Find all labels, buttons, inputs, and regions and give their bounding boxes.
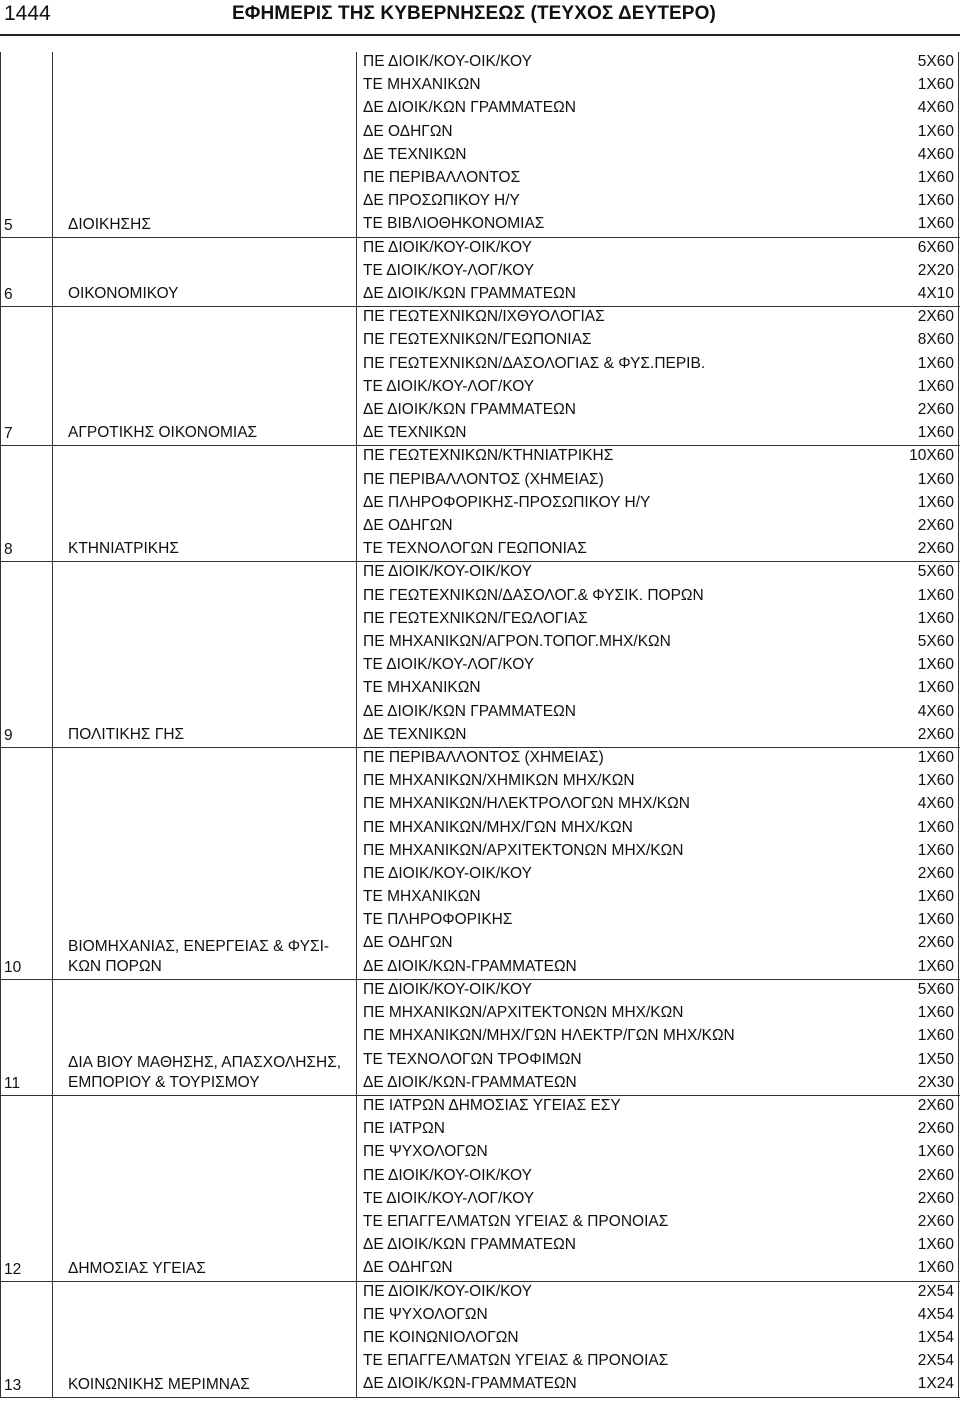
table-row [0,145,960,168]
department-number: 12 [4,1260,22,1278]
position-rows [0,1096,960,1282]
specialty-label: ΔΕ ΠΡΟΣΩΠΙΚΟΥ Η/Υ [363,192,520,210]
specialty-label: ΠΕ ΔΙΟΙΚ/ΚΟΥ-ΟΙΚ/ΚΟΥ [363,864,532,882]
specialty-label: ΔΕ ΠΛΗΡΟΦΟΡΙΚΗΣ-ΠΡΟΣΩΠΙΚΟΥ Η/Υ [363,493,651,511]
table-row [0,1328,960,1351]
table-row [0,168,960,191]
position-count: 1Χ60 [917,424,954,442]
department-name: ΚΟΙΝΩΝΙΚΗΣ ΜΕΡΙΜΝΑΣ [68,1375,250,1393]
position-count: 5Χ60 [917,53,954,70]
specialty-label: ΠΕ ΜΗΧΑΝΙΚΩΝ/ΑΓΡΟΝ.ΤΟΠΟΓ.ΜΗΧ/ΚΩΝ [363,632,671,650]
position-count: 4Χ60 [917,99,954,117]
position-count: 5Χ60 [917,980,954,998]
specialty-label: ΤΕ ΔΙΟΙΚ/ΚΟΥ-ΛΟΓ/ΚΟΥ [363,377,535,395]
specialty-label: ΠΕ ΨΥΧΟΛΟΓΩΝ [363,1143,488,1161]
specialty-label: ΠΕ ΔΙΟΙΚ/ΚΟΥ-ΟΙΚ/ΚΟΥ [363,238,532,256]
specialty-label: ΠΕ ΔΙΟΙΚ/ΚΟΥ-ΟΙΚ/ΚΟΥ [363,1282,532,1300]
specialty-label: ΔΕ ΔΙΟΙΚ/ΚΩΝ ΓΡΑΜΜΑΤΕΩΝ [363,1236,576,1254]
department-number: 13 [4,1376,22,1394]
table-row [0,52,960,75]
table-row [0,423,960,446]
specialty-label: ΠΕ ΜΗΧΑΝΙΚΩΝ/ΑΡΧΙΤΕΚΤΟΝΩΝ ΜΗΧ/ΚΩΝ [363,841,684,859]
position-count: 2Χ60 [917,864,954,882]
page-header [0,0,960,34]
table-row [0,957,960,980]
table-row [0,470,960,493]
specialty-label: ΔΕ ΤΕΧΝΙΚΩΝ [363,145,467,163]
table-row [0,1073,960,1096]
position-count: 2Χ60 [917,516,954,534]
table-row [0,1050,960,1073]
department-number: 7 [4,425,13,443]
table-row [0,122,960,145]
position-count: 2Χ54 [917,1352,954,1370]
specialty-label: ΠΕ ΓΕΩΤΕΧΝΙΚΩΝ/ΔΑΣΟΛΟΓΙΑΣ & ΦΥΣ.ΠΕΡΙΒ. [363,354,706,372]
specialty-label: ΠΕ ΙΑΤΡΩΝ [363,1120,445,1138]
position-count: 1Χ60 [917,1259,954,1277]
specialty-label: ΔΕ ΔΙΟΙΚ/ΚΩΝ ΓΡΑΜΜΑΤΕΩΝ [363,702,576,720]
specialty-label: ΔΕ ΔΙΟΙΚ/ΚΩΝ-ΓΡΑΜΜΑΤΕΩΝ [363,957,577,975]
specialty-label: ΔΕ ΔΙΟΙΚ/ΚΩΝ-ΓΡΑΜΜΑΤΕΩΝ [363,1375,577,1393]
specialty-label: ΤΕ ΕΠΑΓΓΕΛΜΑΤΩΝ ΥΓΕΙΑΣ & ΠΡΟΝΟΙΑΣ [363,1352,669,1370]
position-count: 1Χ60 [917,122,954,140]
table-row [0,307,960,330]
position-count: 1Χ60 [917,818,954,836]
table-row [0,98,960,121]
specialty-label: ΤΕ ΒΙΒΛΙΟΘΗΚΟΝΟΜΙΑΣ [363,215,545,233]
specialty-label: ΠΕ ΠΕΡΙΒΑΛΛΟΝΤΟΣ (ΧΗΜΕΙΑΣ) [363,470,604,488]
position-count: 2Χ20 [917,261,954,279]
position-rows [0,238,960,308]
position-rows [0,562,960,748]
specialty-label: ΤΕ ΠΛΗΡΟΦΟΡΙΚΗΣ [363,911,513,929]
table-row [0,75,960,98]
specialty-label: ΔΕ ΔΙΟΙΚ/ΚΩΝ ΓΡΑΜΜΑΤΕΩΝ [363,284,576,302]
department-group [0,238,960,308]
specialty-label: ΠΕ ΔΙΟΙΚ/ΚΟΥ-ΟΙΚ/ΚΟΥ [363,563,532,581]
department-name: ΔΗΜΟΣΙΑΣ ΥΓΕΙΑΣ [68,1259,206,1277]
table-row [0,910,960,933]
department-group [0,52,960,238]
position-count: 2Χ60 [917,1120,954,1138]
department-name: ΚΤΗΝΙΑΤΡΙΚΗΣ [68,540,179,558]
table-row [0,1166,960,1189]
specialty-label: ΠΕ ΜΗΧΑΝΙΚΩΝ/ΑΡΧΙΤΕΚΤΟΝΩΝ ΜΗΧ/ΚΩΝ [363,1004,684,1022]
specialty-label: ΔΕ ΟΔΗΓΩΝ [363,122,453,140]
position-count: 2Χ60 [917,1212,954,1230]
position-count: 2Χ60 [917,400,954,418]
specialty-label: ΤΕ ΤΕΧΝΟΛΟΓΩΝ ΤΡΟΦΙΜΩΝ [363,1050,582,1068]
specialty-label: ΠΕ ΠΕΡΙΒΑΛΛΟΝΤΟΣ [363,168,521,186]
department-group [0,1282,960,1398]
position-count: 1Χ60 [917,354,954,372]
position-count: 4Χ10 [917,284,954,302]
specialty-label: ΠΕ ΔΙΟΙΚ/ΚΟΥ-ΟΙΚ/ΚΟΥ [363,980,532,998]
table-row [0,609,960,632]
specialty-label: ΠΕ ΔΙΟΙΚ/ΚΟΥ-ΟΙΚ/ΚΟΥ [363,53,532,70]
table-row [0,400,960,423]
specialty-label: ΠΕ ΓΕΩΤΕΧΝΙΚΩΝ/ΙΧΘΥΟΛΟΓΙΑΣ [363,308,605,326]
position-count: 1Χ60 [917,1004,954,1022]
department-number: 9 [4,726,13,744]
specialty-label: ΠΕ ΜΗΧΑΝΙΚΩΝ/ΗΛΕΚΤΡΟΛΟΓΩΝ ΜΗΧ/ΚΩΝ [363,795,690,813]
position-count: 1Χ60 [917,957,954,975]
table-row [0,1119,960,1142]
specialty-label: ΤΕ ΜΗΧΑΝΙΚΩΝ [363,76,481,94]
position-rows [0,980,960,1096]
table-row [0,1258,960,1281]
position-count: 1Χ50 [917,1050,954,1068]
position-count: 8Χ60 [917,331,954,349]
table-row [0,1026,960,1049]
department-group [0,446,960,562]
table-row [0,933,960,956]
position-count: 1Χ60 [917,1027,954,1045]
position-count: 4Χ54 [917,1305,954,1323]
table-row [0,214,960,237]
position-count: 2Χ60 [917,934,954,952]
position-count: 2Χ60 [917,1166,954,1184]
department-number: 6 [4,286,13,304]
specialty-label: ΤΕ ΜΗΧΑΝΙΚΩΝ [363,679,481,697]
position-count: 1Χ60 [917,493,954,511]
table-row [0,702,960,725]
department-number: 5 [4,216,13,234]
position-count: 4Χ60 [917,145,954,163]
specialty-label: ΠΕ ΚΟΙΝΩΝΙΟΛΟΓΩΝ [363,1328,519,1346]
department-group [0,307,960,446]
position-rows [0,748,960,980]
table-row [0,284,960,307]
position-count: 5Χ60 [917,563,954,581]
specialty-label: ΔΕ ΟΔΗΓΩΝ [363,516,453,534]
department-name: ΟΙΚΟΝΟΜΙΚΟΥ [68,285,179,303]
table-row [0,725,960,748]
specialty-label: ΔΕ ΤΕΧΝΙΚΩΝ [363,424,467,442]
table-row [0,1235,960,1258]
table-row [0,446,960,469]
specialty-label: ΠΕ ΜΗΧΑΝΙΚΩΝ/ΧΗΜΙΚΩΝ ΜΗΧ/ΚΩΝ [363,772,635,790]
position-count: 1Χ60 [917,1236,954,1254]
specialty-label: ΔΕ ΟΔΗΓΩΝ [363,934,453,952]
position-count: 1Χ60 [917,76,954,94]
table-row [0,238,960,261]
department-name: ΔΙΟΙΚΗΣΗΣ [68,215,151,233]
table-row [0,377,960,400]
position-count: 1Χ60 [917,911,954,929]
position-count: 1Χ60 [917,748,954,766]
department-group [0,748,960,980]
table-row [0,1003,960,1026]
position-count: 2Χ60 [917,1189,954,1207]
department-group [0,980,960,1096]
table-row [0,1142,960,1165]
department-number: 8 [4,541,13,559]
table-row [0,562,960,585]
position-count: 2Χ30 [917,1073,954,1091]
position-count: 1Χ60 [917,679,954,697]
position-count: 1Χ60 [917,377,954,395]
position-rows [0,307,960,446]
position-count: 2Χ54 [917,1282,954,1300]
table-row [0,493,960,516]
table-row [0,818,960,841]
table-row [0,864,960,887]
specialty-label: ΠΕ ΓΕΩΤΕΧΝΙΚΩΝ/ΓΕΩΛΟΓΙΑΣ [363,609,588,627]
position-count: 1Χ60 [917,215,954,233]
department-number: 10 [4,958,22,976]
position-count: 1Χ24 [917,1375,954,1393]
position-count: 1Χ54 [917,1328,954,1346]
specialty-label: ΔΕ ΤΕΧΝΙΚΩΝ [363,725,467,743]
department-number: 11 [4,1074,21,1092]
table-row [0,354,960,377]
position-count: 1Χ60 [917,888,954,906]
position-count: 1Χ60 [917,1143,954,1161]
specialty-label: ΤΕ ΔΙΟΙΚ/ΚΟΥ-ΛΟΓ/ΚΟΥ [363,1189,535,1207]
position-count: 1Χ60 [917,841,954,859]
specialty-label: ΔΕ ΔΙΟΙΚ/ΚΩΝ ΓΡΑΜΜΑΤΕΩΝ [363,99,576,117]
department-name: ΑΓΡΟΤΙΚΗΣ ΟΙΚΟΝΟΜΙΑΣ [68,424,258,442]
specialty-label: ΤΕ ΕΠΑΓΓΕΛΜΑΤΩΝ ΥΓΕΙΑΣ & ΠΡΟΝΟΙΑΣ [363,1212,669,1230]
table-row [0,632,960,655]
table-row [0,1212,960,1235]
specialty-label: ΠΕ ΨΥΧΟΛΟΓΩΝ [363,1305,488,1323]
specialty-label: ΠΕ ΠΕΡΙΒΑΛΛΟΝΤΟΣ (ΧΗΜΕΙΑΣ) [363,748,604,766]
position-count: 2Χ60 [917,725,954,743]
position-count: 1Χ60 [917,470,954,488]
position-rows [0,1282,960,1398]
table-row [0,841,960,864]
table-row [0,539,960,562]
table-row [0,330,960,353]
department-group [0,1096,960,1282]
department-name: ΠΟΛΙΤΙΚΗΣ ΓΗΣ [68,725,185,743]
table-row [0,794,960,817]
specialty-label: ΔΕ ΔΙΟΙΚ/ΚΩΝ-ΓΡΑΜΜΑΤΕΩΝ [363,1073,577,1091]
table-row [0,655,960,678]
specialty-label: ΠΕ ΓΕΩΤΕΧΝΙΚΩΝ/ΚΤΗΝΙΑΤΡΙΚΗΣ [363,447,614,465]
table-row [0,748,960,771]
specialty-label: ΠΕ ΔΙΟΙΚ/ΚΟΥ-ΟΙΚ/ΚΟΥ [363,1166,532,1184]
position-count: 1Χ60 [917,168,954,186]
table-row [0,1305,960,1328]
position-count: 1Χ60 [917,609,954,627]
table-row [0,980,960,1003]
department-group [0,562,960,748]
table-row [0,516,960,539]
department-name: ΒΙΟΜΗΧΑΝΙΑΣ, ΕΝΕΡΓΕΙΑΣ & ΦΥΣΙ-ΚΩΝ ΠΟΡΩΝ [68,937,330,975]
position-count: 2Χ60 [917,540,954,558]
position-count: 2Χ60 [917,308,954,326]
position-count: 4Χ60 [917,702,954,720]
table-row [0,887,960,910]
position-rows [0,52,960,238]
table-row [0,191,960,214]
table-row [0,1374,960,1397]
table-row [0,771,960,794]
position-count: 4Χ60 [917,795,954,813]
page-number: 1444 [4,2,51,25]
table-row [0,678,960,701]
specialty-label: ΔΕ ΟΔΗΓΩΝ [363,1259,453,1277]
specialty-label: ΠΕ ΓΕΩΤΕΧΝΙΚΩΝ/ΓΕΩΠΟΝΙΑΣ [363,331,592,349]
table-row [0,586,960,609]
position-count: 2Χ60 [917,1096,954,1114]
specialty-label: ΠΕ ΜΗΧΑΝΙΚΩΝ/ΜΗΧ/ΓΩΝ ΜΗΧ/ΚΩΝ [363,818,633,836]
table-row [0,1282,960,1305]
header-rule [0,34,960,36]
position-count: 1Χ60 [917,772,954,790]
specialty-label: ΤΕ ΔΙΟΙΚ/ΚΟΥ-ΛΟΓ/ΚΟΥ [363,261,535,279]
position-count: 1Χ60 [917,192,954,210]
gazette-title: ΕΦΗΜΕΡΙΣ ΤΗΣ ΚΥΒΕΡΝΗΣΕΩΣ (ΤΕΥΧΟΣ ΔΕΥΤΕΡΟ) [232,3,716,24]
specialty-label: ΤΕ ΤΕΧΝΟΛΟΓΩΝ ΓΕΩΠΟΝΙΑΣ [363,540,587,558]
specialty-label: ΤΕ ΜΗΧΑΝΙΚΩΝ [363,888,481,906]
position-count: 5Χ60 [917,632,954,650]
position-count: 10Χ60 [909,447,954,465]
specialty-label: ΠΕ ΜΗΧΑΝΙΚΩΝ/ΜΗΧ/ΓΩΝ ΗΛΕΚΤΡ/ΓΩΝ ΜΗΧ/ΚΩΝ [363,1027,735,1045]
position-count: 6Χ60 [917,238,954,256]
specialty-label: ΠΕ ΓΕΩΤΕΧΝΙΚΩΝ/ΔΑΣΟΛΟΓ.& ΦΥΣΙΚ. ΠΟΡΩΝ [363,586,704,604]
specialty-label: ΔΕ ΔΙΟΙΚ/ΚΩΝ ΓΡΑΜΜΑΤΕΩΝ [363,400,576,418]
positions-table [0,52,960,1398]
table-row [0,261,960,284]
table-row [0,1351,960,1374]
table-row [0,1096,960,1119]
department-name: ΔΙΑ ΒΙΟΥ ΜΑΘΗΣΗΣ, ΑΠΑΣΧΟΛΗΣΗΣ, ΕΜΠΟΡΙΟΥ & ΤΟΥΡΙΣΜΟΥ [68,1053,342,1091]
position-rows [0,446,960,562]
position-count: 1Χ60 [917,586,954,604]
table-row [0,1189,960,1212]
specialty-label: ΤΕ ΔΙΟΙΚ/ΚΟΥ-ΛΟΓ/ΚΟΥ [363,656,535,674]
specialty-label: ΠΕ ΙΑΤΡΩΝ ΔΗΜΟΣΙΑΣ ΥΓΕΙΑΣ ΕΣΥ [363,1096,621,1114]
position-count: 1Χ60 [917,656,954,674]
